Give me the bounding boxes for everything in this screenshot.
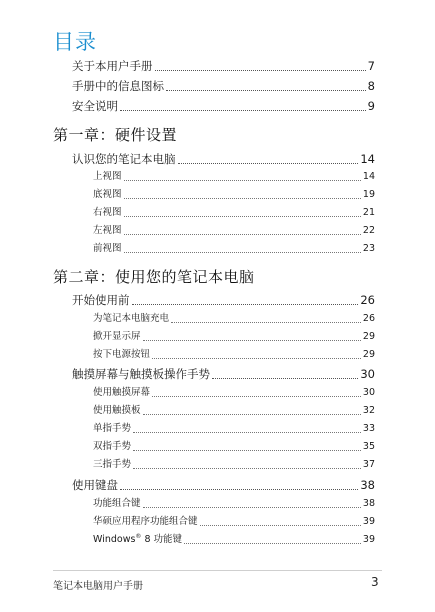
toc-entry-asus-app-keys[interactable]	[93, 515, 375, 529]
leader-dots	[133, 431, 361, 433]
toc-entry-label: 安全说明	[72, 99, 118, 113]
toc-entry-page: 7	[367, 59, 375, 73]
toc-entry-label: 为笔记本电脑充电	[93, 313, 170, 324]
leader-dots	[132, 303, 359, 305]
toc-entry-page: 14	[360, 152, 375, 166]
toc-entry-touch-gestures[interactable]	[72, 366, 375, 382]
toc-entry-label: 双指手势	[93, 441, 132, 452]
toc-entry-label: 按下电源按钮	[93, 349, 151, 360]
toc-entry-know-laptop[interactable]	[72, 151, 375, 167]
toc-entry-page: 33	[362, 423, 375, 434]
toc-entry-label: 关于本用户手册	[72, 59, 153, 73]
toc-entry-page: 14	[362, 171, 375, 182]
footer-manual-name: 笔记本电脑用户手册	[53, 581, 143, 592]
toc-entry-label: 单指手势	[93, 423, 132, 434]
toc-entry-right-view[interactable]	[93, 206, 375, 220]
toc-entry-page: 29	[362, 349, 375, 360]
toc-entry-label: 触摸屏幕与触摸板操作手势	[72, 367, 210, 381]
toc-entry-page: 23	[362, 243, 375, 254]
leader-dots	[152, 357, 361, 359]
toc-entry-page: 8	[367, 79, 375, 93]
leader-dots	[124, 215, 361, 217]
toc-entry-page: 39	[362, 534, 375, 545]
leader-dots	[166, 89, 366, 91]
leader-dots	[124, 251, 361, 253]
toc-entry-label: 右视图	[93, 207, 122, 218]
toc-entry-use-keyboard[interactable]	[72, 477, 375, 493]
toc-entry-one-finger[interactable]	[93, 422, 375, 436]
leader-dots	[200, 524, 361, 526]
leader-dots	[143, 413, 361, 415]
toc-entry-page: 19	[362, 189, 375, 200]
toc-entry-bottom-view[interactable]	[93, 188, 375, 202]
toc-entry-page: 26	[362, 313, 375, 324]
leader-dots	[120, 488, 358, 490]
leader-dots	[143, 339, 361, 341]
toc-entry-label: 上视图	[93, 171, 122, 182]
toc-entry-label-brand: Windows	[93, 534, 136, 545]
toc-entry-label-suffix: 8 功能键	[141, 534, 183, 545]
toc-entry-page: 9	[367, 99, 375, 113]
footer-divider	[53, 570, 382, 571]
toc-entry-safety[interactable]	[72, 98, 375, 114]
toc-entry-label: 开始使用前	[72, 293, 130, 307]
toc-entry-label: 功能组合键	[93, 498, 141, 509]
leader-dots	[178, 162, 359, 164]
toc-entry-page: 21	[362, 207, 375, 218]
toc-entry-getting-started[interactable]	[72, 292, 375, 308]
toc-entry-two-finger[interactable]	[93, 440, 375, 454]
toc-entry-windows8-keys[interactable]	[93, 533, 375, 547]
toc-entry-use-touchpad[interactable]	[93, 404, 375, 418]
leader-dots	[133, 467, 361, 469]
leader-dots	[143, 506, 361, 508]
leader-dots	[155, 69, 366, 71]
toc-entry-page: 26	[360, 293, 375, 307]
toc-entry-label: 三指手势	[93, 459, 132, 470]
leader-dots	[184, 542, 361, 544]
toc-entry-open-display[interactable]	[93, 330, 375, 344]
toc-entry-power-button[interactable]	[93, 348, 375, 362]
toc-entry-label: 认识您的笔记本电脑	[72, 152, 176, 166]
toc-entry-page: 37	[362, 459, 375, 470]
toc-entry-label: 使用键盘	[72, 478, 118, 492]
toc-entry-info-icons[interactable]	[72, 78, 375, 94]
toc-entry-label: 手册中的信息图标	[72, 79, 164, 93]
toc-entry-page: 32	[362, 405, 375, 416]
toc-entry-front-view[interactable]	[93, 242, 375, 256]
toc-entry-top-view[interactable]	[93, 170, 375, 184]
toc-title: 目录	[53, 30, 97, 54]
toc-entry-page: 38	[362, 498, 375, 509]
toc-entry-label: 使用触摸板	[93, 405, 141, 416]
toc-entry-page: 30	[362, 387, 375, 398]
leader-dots	[124, 179, 361, 181]
toc-entry-left-view[interactable]	[93, 224, 375, 238]
leader-dots	[133, 449, 361, 451]
toc-entry-function-keys[interactable]	[93, 497, 375, 511]
toc-entry-page: 22	[362, 225, 375, 236]
leader-dots	[212, 377, 358, 379]
leader-dots	[120, 109, 366, 111]
registered-mark: ®	[135, 532, 142, 540]
toc-entry-label: 左视图	[93, 225, 122, 236]
toc-entry-label	[93, 533, 182, 547]
toc-entry-label: 使用触摸屏幕	[93, 387, 151, 398]
toc-entry-page: 29	[362, 331, 375, 342]
toc-entry-charge-laptop[interactable]	[93, 312, 375, 326]
toc-entry-page: 38	[360, 478, 375, 492]
toc-entry-label: 前视图	[93, 243, 122, 254]
leader-dots	[124, 233, 361, 235]
toc-entry-use-touchscreen[interactable]	[93, 386, 375, 400]
chapter-2-heading: 第二章：使用您的笔记本电脑	[53, 268, 255, 286]
footer-page-number: 3	[371, 575, 379, 589]
toc-entry-about-manual[interactable]	[72, 58, 375, 74]
leader-dots	[171, 321, 361, 323]
toc-entry-page: 39	[362, 516, 375, 527]
leader-dots	[124, 197, 361, 199]
toc-entry-three-finger[interactable]	[93, 458, 375, 472]
toc-entry-label: 底视图	[93, 189, 122, 200]
toc-entry-label: 华硕应用程序功能组合键	[93, 516, 198, 527]
toc-entry-page: 30	[360, 367, 375, 381]
chapter-1-heading: 第一章：硬件设置	[53, 126, 178, 144]
toc-entry-page: 35	[362, 441, 375, 452]
toc-entry-label: 掀开显示屏	[93, 331, 141, 342]
leader-dots	[152, 395, 361, 397]
